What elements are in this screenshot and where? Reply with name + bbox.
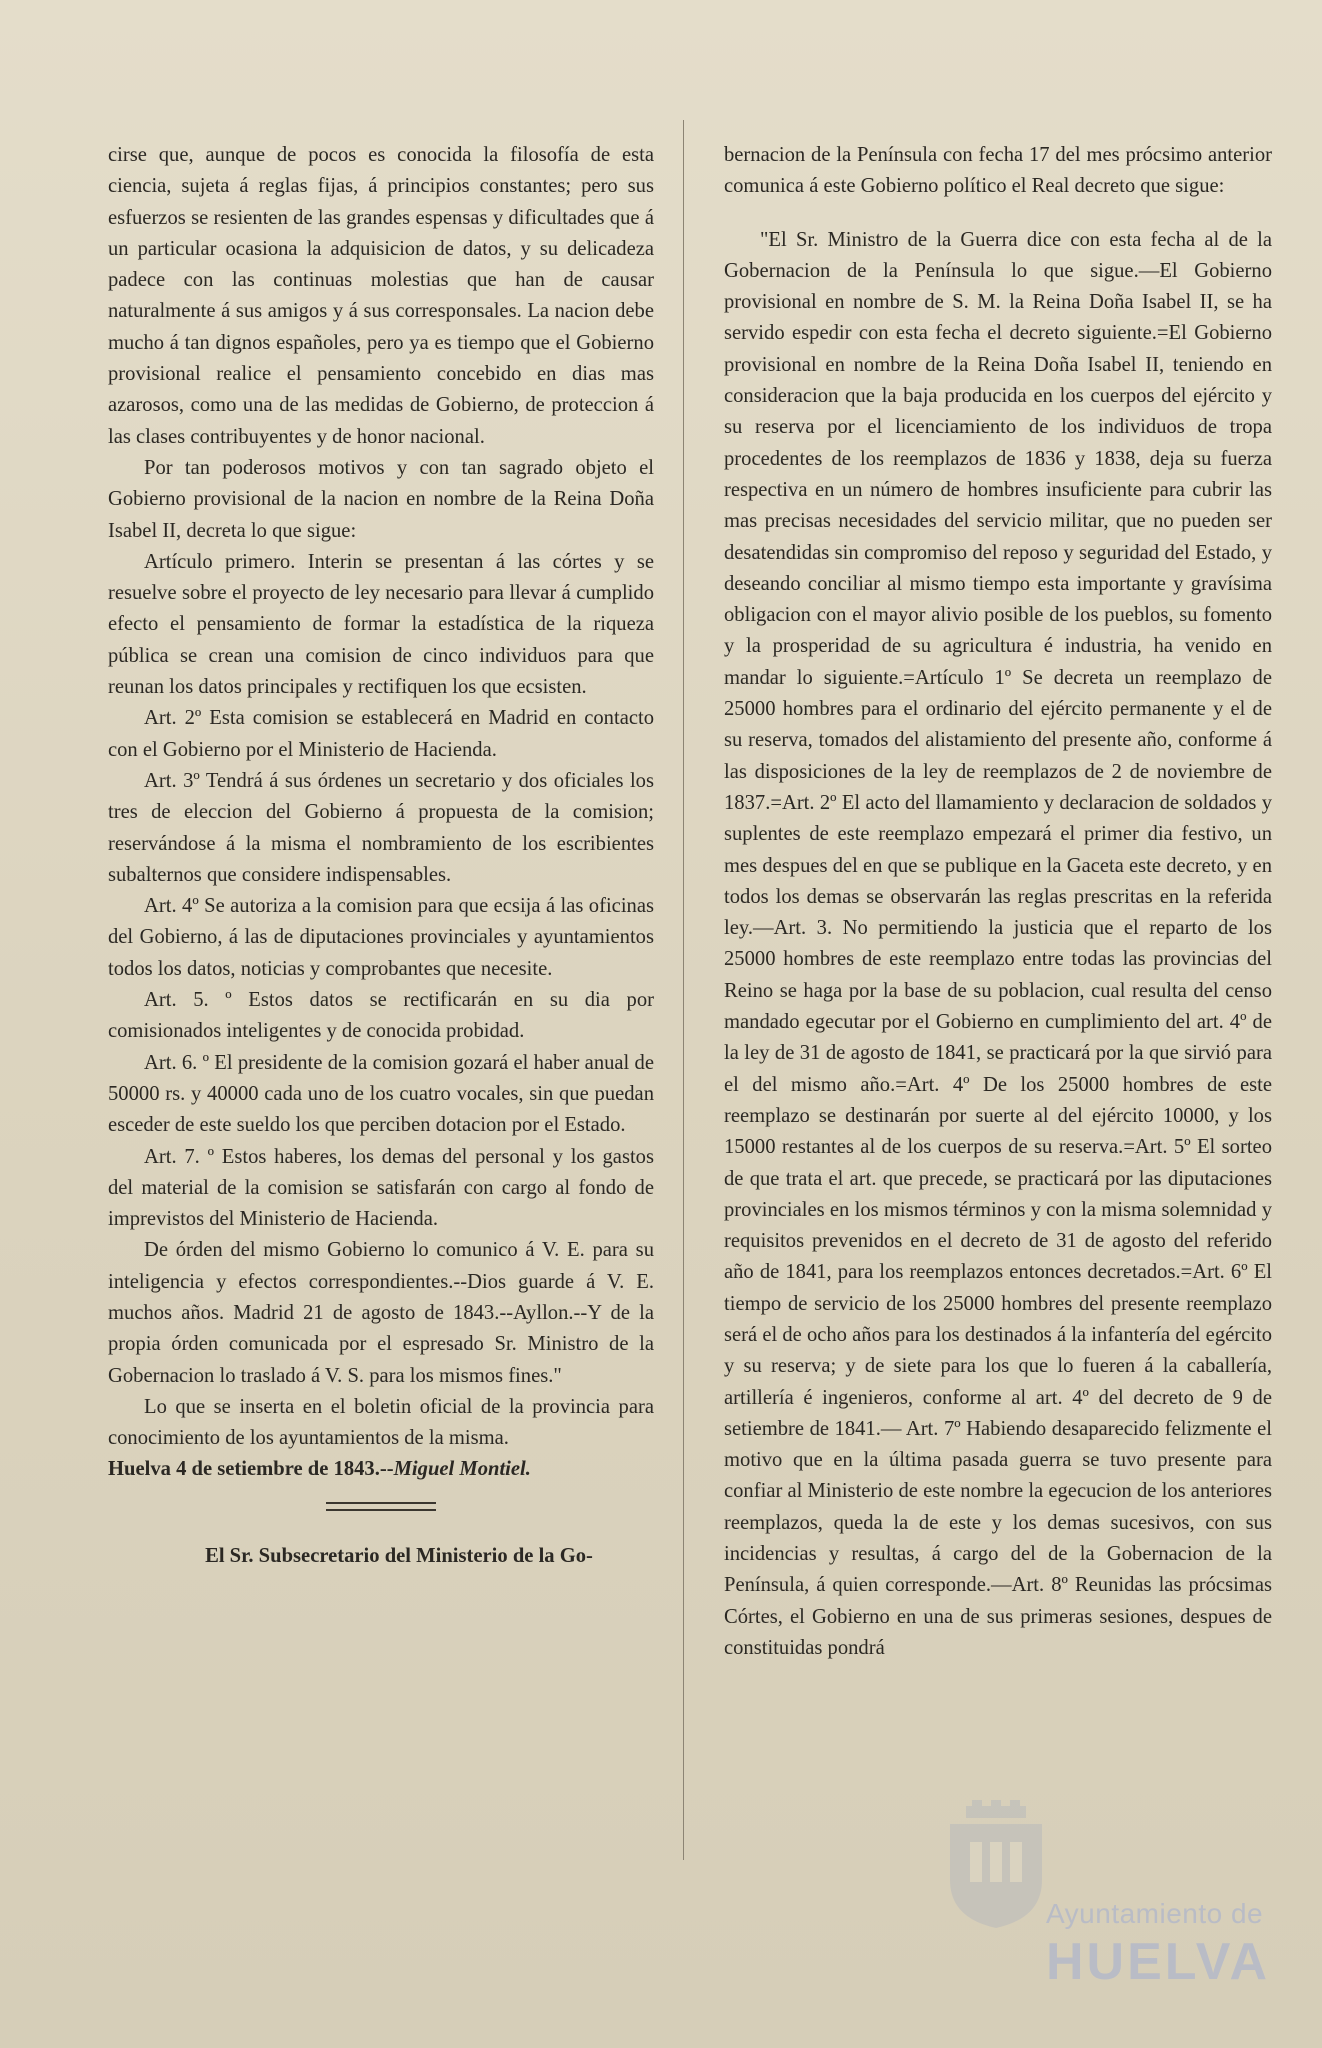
signature-place-date: Huelva 4 de setiembre de 1843.--	[108, 1458, 394, 1481]
left-column	[108, 140, 654, 2010]
insertion-note: Lo que se inserta en el boletin oficial de la provincia para conocimiento de los ayuntamientos de la misma.	[108, 1395, 654, 1450]
paragraph-intro: cirse que, aunque de pocos es conocida la filosofía de esta ciencia, sujeta á reglas fijas, á principios constantes; pero sus esfuerzos se resienten de las grandes espensas y dificultades que á un particular ocasiona la adquisicion de datos, y su delicadeza padece con las continuas molestias que han de causar naturalmente á sus amigos y á sus corresponsales. La nacion debe mucho á tan dignos españoles, pero ya es tiempo que el Gobierno provisional realice el pensamiento concebido en dias mas azarosos, como una de las medidas de Gobierno, de proteccion á las clases contribuyentes y de honor nacional.	[108, 144, 654, 448]
signature-line	[108, 1454, 654, 1485]
article-5: Art. 5. º Estos datos se rectificarán en su dia por comisionados inteligentes y de conocida probidad.	[108, 989, 654, 1043]
article-3: Art. 3º Tendrá á sus órdenes un secretario y dos oficiales los tres de eleccion del Gobierno á propuesta de la comision; reservándose á la misma el nombramiento de los escribientes subalternos que considere indispensables.	[108, 769, 654, 886]
article-4: Art. 4º Se autoriza a la comision para que ecsija á las oficinas del Gobierno, á las de diputaciones provinciales y ayuntamientos todos los datos, noticias y comprobantes que necesite.	[108, 895, 654, 980]
city-crest-icon	[936, 1800, 1056, 1930]
section-divider	[326, 1502, 436, 1511]
section-subheading: El Sr. Subsecretario del Ministerio de la Go-	[205, 1544, 593, 1567]
article-6: Art. 6. º El presidente de la comision gozará el haber anual de 50000 rs. y 40000 cada uno de los cuatro vocales, sin que puedan esceder de este sueldo los que perciben dotacion por el Estado.	[108, 1051, 654, 1137]
paragraph-continuation: bernacion de la Península con fecha 17 del mes prócsimo anterior comunica á este Gobierno político el Real decreto que sigue:	[724, 144, 1272, 198]
watermark-line1: Ayuntamiento de	[1046, 1898, 1264, 1929]
right-column	[724, 140, 1272, 2010]
closing-order: De órden del mismo Gobierno lo comunico á V. E. para su inteligencia y efectos correspondientes.--Dios guarde á V. E. muchos años. Madrid 21 de agosto de 1843.--Ayllon.--Y de la propia órden comunicada por el espresado Sr. Ministro de la Gobernacion lo traslado á V. S. para los mismos fines."	[108, 1239, 654, 1387]
royal-decree-text: "El Sr. Ministro de la Guerra dice con esta fecha al de la Gobernacion de la Península lo que sigue.—El Gobierno provisional en nombre de S. M. la Reina Doña Isabel II, se ha servido espedir con esta fecha el decreto siguiente.=El Gobierno provisional en nombre de la Reina Doña Isabel II, teniendo en consideracion que la baja producida en los cuerpos del ejército y su reserva por el licenciamiento de los individuos de tropa procedentes de los reemplazos de 1836 y 1838, deja su fuerza respectiva en un número de hombres insuficiente para cubrir las mas precisas necesidades del servicio militar, que no pueden ser desatendidas sin compromiso del reposo y seguridad del Estado, y deseando conciliar al mismo tiempo esta importante y gravísima obligacion con el mayor alivio posible de los pueblos, su fomento y la prosperidad de su agricultura é industria, ha venido en mandar lo siguiente.=Artículo 1º Se decreta un reemplazo de 25000 hombres para el ordinario del ejército permanente y el de su reserva, tomados del alistamiento del presente año, conforme á las disposiciones de la ley de reemplazos de 2 de noviembre de 1837.=Art. 2º El acto del llamamiento y declaracion de soldados y suplentes de este reemplazo empezará el primer dia festivo, un mes despues del en que se publique en la Gaceta este decreto, y en todos los demas se observarán las reglas prescritas en la referida ley.—Art. 3. No permitiendo la justicia que el reparto de los 25000 hombres de este reemplazo entre todas las provincias del Reino se haga por la base de su poblacion, cual resulta del censo mandado egecutar por el Gobierno en cumplimiento del art. 4º de la ley de 31 de agosto de 1841, se practicará por la que sirvió para el del mismo año.=Art. 4º De los 25000 hombres de este reemplazo se destinarán por suerte al del ejército 10000, y los 15000 restantes al de los cuerpos de su reserva.=Art. 5º El sorteo de que trata el art. que precede, se practicará por las diputaciones provinciales en los mismos términos y con la misma solemnidad y requisitos prevenidos en el decreto de 31 de agosto del referido año de 1841, para los reemplazos entonces decretados.=Art. 6º El tiempo de servicio de los 25000 hombres del presente reemplazo será el de ocho años para los destinados á la infantería del egército y su reserva; y de siete para los que lo fueren á la caballería, artillería é ingenieros, conforme al art. 4º del decreto de 9 de setiembre de 1841.— Art. 7º Habiendo desaparecido felizmente el motivo que en la última pasada guerra se tuvo presente para confiar al Ministerio de este nombre la egecucion de los anteriores reemplazos, queda la de este y los demas sucesivos, con sus incidencias y resultas, á cargo del de la Gobernacion de la Península, á quien corresponde.—Art. 8º Reunidas las prócsimas Córtes, el Gobierno en una de sus primeras sesiones, despues de constituidas pondrá	[724, 228, 1272, 1659]
article-1: Artículo primero. Interin se presentan á las córtes y se resuelve sobre el proyecto de ley necesario para llevar á cumplido efecto el pensamiento de formar la estadística de la riqueza pública se crean una comision de cinco individuos para que reunan los datos principales y rectifiquen los que ecsisten.	[108, 550, 654, 699]
watermark-line2: HUELVA	[1046, 1933, 1271, 1991]
column-divider	[683, 120, 684, 1860]
article-7: Art. 7. º Estos haberes, los demas del personal y los gastos del material de la comision se satisfarán con cargo al fondo de imprevistos del Ministerio de Hacienda.	[108, 1145, 654, 1231]
article-2: Art. 2º Esta comision se establecerá en Madrid en contacto con el Gobierno por el Ministerio de Hacienda.	[108, 707, 654, 761]
signature-name: Miguel Montiel.	[393, 1458, 531, 1481]
paragraph-decree-preamble: Por tan poderosos motivos y con tan sagrado objeto el Gobierno provisional de la nacion en nombre de la Reina Doña Isabel II, decreta lo que sigue:	[108, 456, 654, 542]
